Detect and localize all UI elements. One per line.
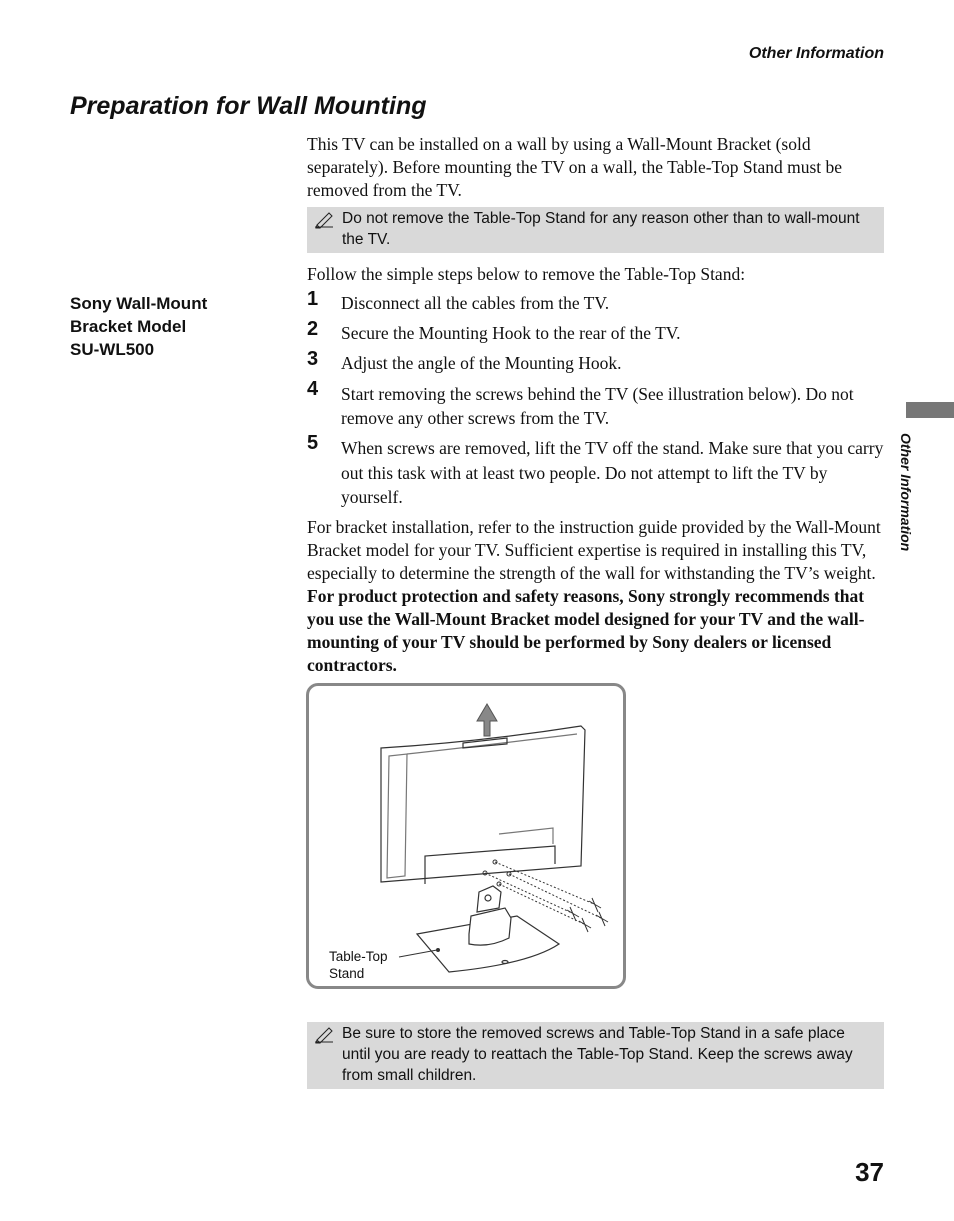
side-tab-bar: [906, 402, 954, 418]
step-number: 2: [307, 318, 319, 340]
sidebar-heading-line: Bracket Model: [70, 317, 187, 336]
page-title: Preparation for Wall Mounting: [70, 92, 427, 120]
note-text: Do not remove the Table-Top Stand for any reason other than to wall-mount the TV.: [342, 210, 860, 248]
step-number: 4: [307, 378, 319, 400]
up-arrow-icon: [477, 704, 497, 736]
page-number: 37: [855, 1157, 884, 1187]
callout-label: [329, 948, 388, 982]
note-box: [307, 1022, 884, 1089]
step-text: Disconnect all the cables from the TV.: [341, 293, 610, 313]
closing-text: For bracket installation, refer to the instruction guide provided by the Wall-Mount Bracket model for your TV. Sufficient expertise is required in installing this TV, especially to determine the strength of the wall for withstanding the TV’s weight.: [307, 517, 881, 583]
callout-label-line: Stand: [329, 966, 365, 981]
stand-removal-illustration: [306, 683, 626, 989]
callout-label-line: Table-Top: [329, 949, 388, 964]
pencil-note-icon: [313, 1026, 337, 1050]
sidebar-heading: [70, 292, 270, 361]
tv-illustration: [381, 726, 585, 884]
stand-illustration: [417, 886, 559, 972]
step-text: Start removing the screws behind the TV (See illustration below). Do not remove any other screws from the TV.: [341, 384, 854, 428]
note-text: Be sure to store the removed screws and Table-Top Stand in a safe place until you are ready to reattach the Table-Top Stand. Keep the screws away from small children.: [342, 1025, 853, 1084]
side-tab-label: Other Information: [898, 433, 914, 552]
closing-bold-text: For product protection and safety reasons, Sony strongly recommends that you use the Wall-Mount Bracket model designed for your TV and the wall-mounting of your TV should be performed by Sony dealers or licensed contractors.: [307, 586, 865, 675]
step-text: Secure the Mounting Hook to the rear of the TV.: [341, 323, 681, 343]
note-box: [307, 207, 884, 253]
pencil-note-icon: [313, 211, 337, 235]
step-number: 5: [307, 432, 319, 454]
step-text: When screws are removed, lift the TV off the stand. Make sure that you carry out this task with at least two people. Do not attempt to lift the TV by yourself.: [341, 438, 884, 507]
sidebar-heading-line: Sony Wall-Mount: [70, 294, 208, 313]
closing-paragraph: [307, 516, 885, 677]
running-header: Other Information: [748, 45, 884, 62]
sidebar-heading-line: SU-WL500: [70, 340, 155, 359]
step-text: Adjust the angle of the Mounting Hook.: [341, 353, 622, 373]
step-number: 1: [307, 288, 319, 310]
intro-paragraph: This TV can be installed on a wall by using a Wall-Mount Bracket (sold separately). Before mounting the TV on a wall, the Table-Top Stand must be removed from the TV.: [307, 134, 843, 200]
steps-intro: Follow the simple steps below to remove the Table-Top Stand:: [307, 264, 746, 284]
step-number: 3: [307, 348, 319, 370]
